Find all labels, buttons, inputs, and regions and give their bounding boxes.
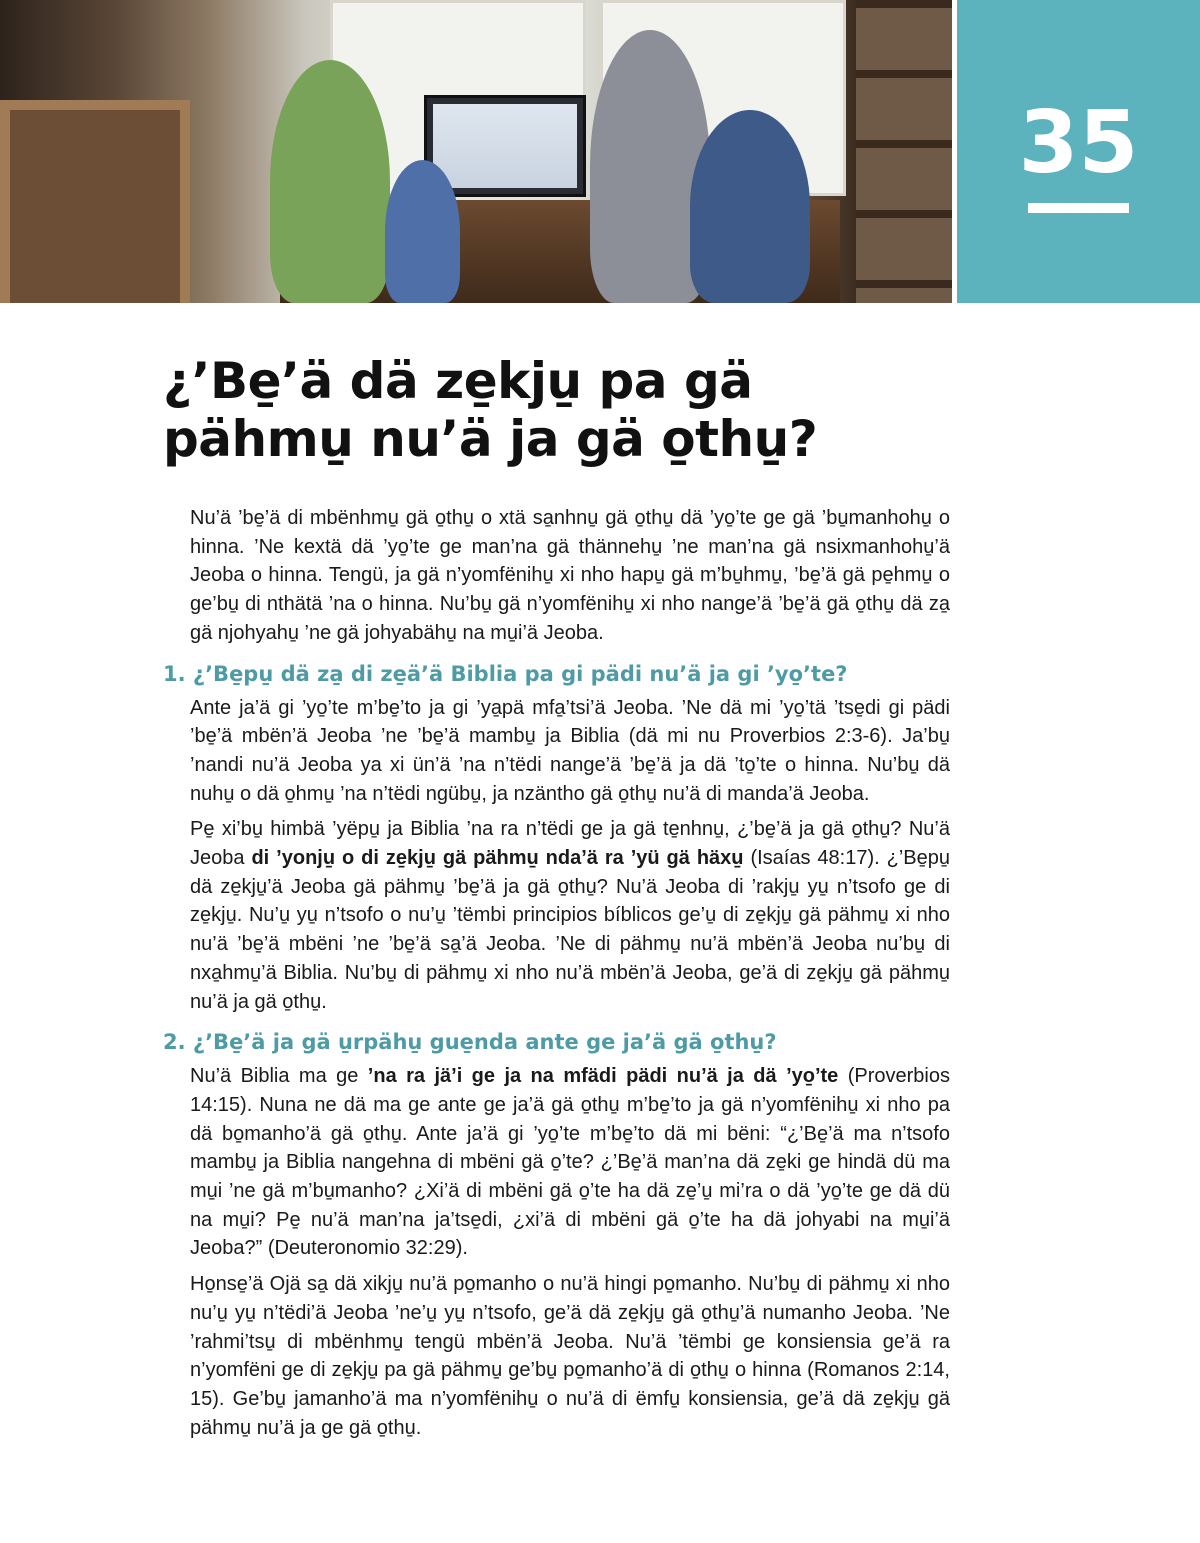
page-title: ¿’Be̱’ä dä ze̱kju̱ pa gä pähmu̱ nu’ä ja gä o̱thu̱?: [163, 352, 818, 468]
bold-text: di ’yonju̱ o di ze̱kju̱ gä pähmu̱ nda’ä ra ’yü gä häxu̱: [251, 847, 744, 870]
boy-figure: [690, 110, 810, 303]
text: (Proverbios 14:15). Nuna ne dä ma ge ante ge ja’ä gä o̱thu̱ m’be̱’to ja gä n’yomfënihu̱ xi nho pa dä bo̱manho’ä gä o̱thu̱. Ante ja’ä gi ’yo̱’te m’be̱’to dä mi bëni: “¿’Be̱’ä ma n’tsofo mambu̱ ja Biblia nangehna di mbëni gä o̱’te? ¿’Be̱’ä man’na dä ze̱ki ge hindä dü ma mu̱i ’ne gä m’bu̱manho? ¿Xi’ä di mbëni gä o̱’te ha dä ze̱’u̱ mi’ra o dä ’yo̱’te ge dä dü na mu̱i? Pe̱ nu’ä man’na ja’tse̱di, ¿xi’ä di mbëni gä o̱’te ha dä johyabi na mu̱i’ä Jeoba?” (Deuteronomio 32:29).: [190, 1065, 950, 1260]
section-heading: 2. ¿’Be̱’ä ja gä u̱rpähu̱ gue̱nda ante ge ja’ä gä o̱thu̱?: [163, 1030, 777, 1055]
family-at-computer-photo: [0, 0, 952, 303]
text: (Isaías 48:17). ¿’Be̱pu̱ dä ze̱kju̱’ä Jeoba gä pähmu̱ ’be̱’ä ja gä o̱thu̱? Nu’ä Jeoba di ’rakju̱ yu̱ n’tsofo ge di ze̱kju̱. Nu’u̱ yu̱ n’tsofo o nu’u̱ ’tëmbi principios bíblicos ge’u̱ di ze̱kju̱ gä pähmu̱ xi nho nu’ä ’be̱’ä mbëni ’ne ’be̱’ä sa̱’ä Jeoba. ’Ne di pähmu̱ nu’ä mbën’ä Jeoba nu’bu̱ di nxa̱hmu̱’ä Biblia. Nu’bu̱ di pähmu̱ xi nho nu’ä mbën’ä Jeoba, ge’ä di ze̱kju̱ gä pähmu̱ nu’ä ja gä o̱thu̱.: [190, 847, 950, 1013]
paragraph: Ho̱nse̱’ä Ojä sa̱ dä xikju̱ nu’ä po̱manho o nu’ä hingi po̱manho. Nu’bu̱ di pähmu̱ xi nho nu’u̱ yu̱ n’tëdi’ä Jeoba ’ne’u̱ yu̱ n’tsofo, ge’ä dä ze̱kju̱ gä o̱thu̱’ä numanho Jeoba. ’Ne ’rahmi’tsu̱ di mbënhmu̱ tengü mbën’ä Jeoba. Nu’ä ’tëmbi ge konsiensia ge’ä ra n’yomfëni ge di ze̱kju̱ pa gä pähmu̱ ge’bu̱ po̱manho’ä di o̱thu̱ o hinna (Romanos 2:14, 15). Ge’bu̱ jamanho’ä ma n’yomfënihu̱ o nu’ä di ëmfu̱ konsiensia, ge’ä dä ze̱kju̱ gä pähmu̱ nu’ä ja ge gä o̱thu̱.: [190, 1273, 950, 1439]
number-underline: [1028, 203, 1129, 213]
woman-figure: [270, 60, 390, 303]
section-heading: 1. ¿’Be̱pu̱ dä za̱ di ze̱ä’ä Biblia pa gi pädi nu’ä ja gi ’yo̱’te?: [163, 661, 848, 686]
lesson-body: [163, 504, 950, 1449]
picture-frame: [0, 100, 190, 303]
intro-paragraph: Nu’ä ’be̱’ä di mbënhmu̱ gä o̱thu̱ o xtä sa̱nhnu̱ gä o̱thu̱ dä ’yo̱’te ge gä ’bu̱manhohu̱ o hinna. ’Ne kextä dä ’yo̱’te ge man’na gä thännehu̱ ’ne man’na gä nsixmanhohu̱’ä Jeoba o hinna. Tengü, ja gä n’yomfënihu̱ xi nho hapu̱ gä m’bu̱hmu̱, ’be̱’ä gä pe̱hmu̱ o ge’bu̱ di nthätä ’na o hinna. Nu’bu̱ gä n’yomfënihu̱ xi nho nange’ä ’be̱’ä gä o̱thu̱ dä za̱ gä njohyahu̱ ’ne gä johyabähu̱ na mu̱i’ä Jeoba.: [190, 507, 950, 644]
text: Nu’ä Biblia ma ge: [190, 1065, 368, 1088]
bold-text: ’na ra jä’i ge ja na mfädi pädi nu’ä ja dä ’yo̱’te: [367, 1065, 839, 1088]
baby-figure: [385, 160, 460, 303]
paragraph: [190, 1062, 950, 1263]
lesson-number: 35: [1018, 93, 1139, 193]
paragraph: Ante ja’ä gi ’yo̱’te m’be̱’to ja gi ’ya̱pä mfa̱’tsi’ä Jeoba. ’Ne dä mi ’yo̱’tä ’tse̱di gi pädi ’be̱’ä mbën’ä Jeoba ’ne ’be̱’ä mambu̱ ja Biblia (dä mi nu Proverbios 2:3-6). Ja’bu̱ ’nandi nu’ä Jeoba ya xi ün’ä ’na n’tëdi nange’ä ’be̱’ä ja dä ’to̱’te o hinna. Nu’bu̱ dä nuhu̱ o dä o̱hmu̱ ’na n’tëdi ngübu̱, ja nzäntho gä o̱thu̱ nu’ä di manda’ä Jeoba.: [190, 696, 950, 805]
bookshelf: [856, 0, 952, 303]
lesson-number-badge: [957, 0, 1200, 303]
paragraph: [190, 815, 950, 1016]
text: Pe̱ xi’bu̱ himbä ’yëpu̱ ja Biblia ’na ra n’tëdi ge ja gä te̱nhnu̱, ¿’be̱’ä ja gä o̱thu̱? Nu’ä Jeoba: [190, 818, 950, 870]
